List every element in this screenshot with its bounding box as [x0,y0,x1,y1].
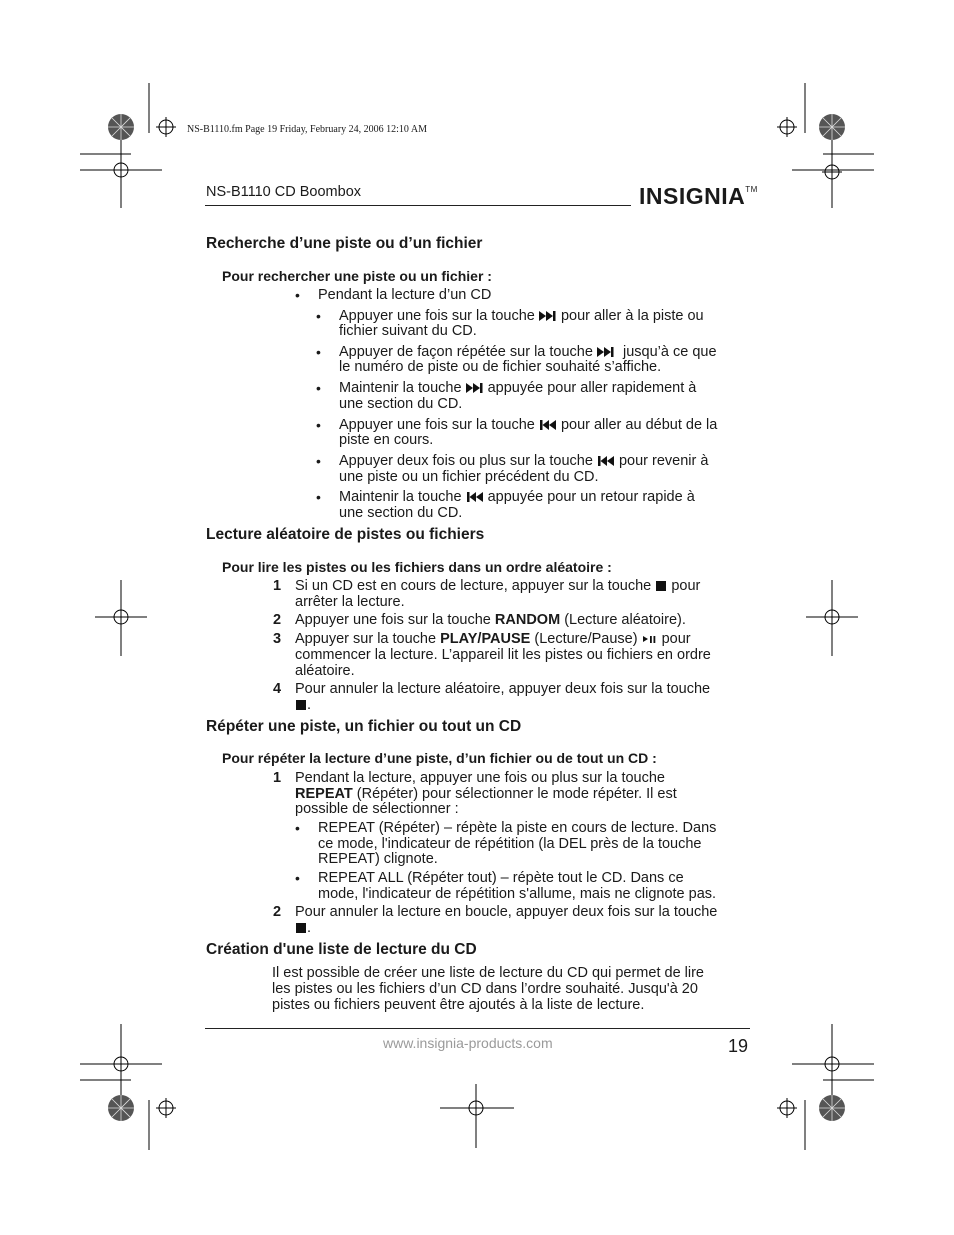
step-text: Pendant la lecture, appuyer une fois ou plus sur la touche [295,770,665,786]
key-name: RANDOM [494,612,561,628]
skip-previous-icon [539,419,557,431]
list-item-cont: mode, l'indicateur de répétition s'allume, mais ne clignote pas. [318,886,717,902]
period: . [307,697,312,713]
list-item-cont: fichier suivant du CD. [339,323,477,339]
step-text [295,612,686,628]
outer-bullet-text: Pendant la lecture d’un CD [318,287,492,303]
step-text [295,578,700,594]
list-item [339,417,717,433]
logo-text: INSIGNIA [639,183,746,209]
text: (Lecture aléatoire). [564,612,686,628]
skip-previous-icon [466,491,484,503]
bullet: • [316,489,321,505]
list-item-cont: ce mode, l'indicateur de répétition (la DEL près de la touche [318,836,702,852]
text: pour revenir à [618,453,709,469]
list-item-cont: le numéro de piste ou de fichier souhaité s’affiche. [339,359,662,375]
step-text: Pour annuler la lecture aléatoire, appuyer deux fois sur la touche [295,681,711,697]
text: Appuyer deux fois ou plus sur la touche [339,453,593,469]
section-heading-repeat: Répéter une piste, un fichier ou tout un CD [206,718,522,735]
skip-next-icon [597,346,615,358]
insignia-logo [639,183,758,210]
footer-url[interactable]: www.insignia-products.com [383,1035,553,1051]
key-name: PLAY/PAUSE [440,631,531,647]
step-text: Pour annuler la lecture en boucle, appuyer deux fois sur la touche [295,904,718,920]
stop-icon [295,699,307,711]
section-sub-search: Pour rechercher une piste ou un fichier : [222,268,492,284]
step-number: 4 [273,681,282,697]
step-number: 2 [273,612,282,628]
footer-rule [205,1028,750,1029]
list-item-cont: une piste ou un fichier précédent du CD. [339,469,599,485]
step-number: 1 [273,770,282,786]
text: Appuyer de façon répétée sur la touche [339,344,593,360]
play-pause-icon [642,634,658,645]
key-name: REPEAT [295,786,353,802]
bullet: • [316,453,321,469]
paragraph-line: Il est possible de créer une liste de lecture du CD qui permet de lire [272,965,704,981]
list-item [339,380,696,396]
list-item: REPEAT ALL (Répéter tout) – répète tout le CD. Dans ce [318,870,684,886]
bullet: • [295,820,300,836]
skip-next-icon [466,382,484,394]
text: (Lecture/Pause) [534,631,638,647]
bullet: • [316,344,321,360]
step-text-cont: possible de sélectionner : [295,801,459,817]
step-text-cont [295,786,677,802]
text: appuyée pour aller rapidement à [487,380,697,396]
text: pour aller au début de la [560,417,718,433]
text: Maintenir la touche [339,489,462,505]
page-number: 19 [728,1036,749,1056]
text: Maintenir la touche [339,380,462,396]
text: Appuyer une fois sur la touche [339,417,535,433]
step-text [295,631,691,647]
step-text-cont [295,697,311,713]
print-info: NS-B1110.fm Page 19 Friday, February 24, 2006 12:10 AM [187,124,427,135]
step-number: 2 [273,904,282,920]
bullet: • [316,380,321,396]
paragraph-line: pistes ou fichiers peuvent être ajoutés à la liste de lecture. [272,997,645,1013]
step-text-cont: arrêter la lecture. [295,594,405,610]
section-sub-random: Pour lire les pistes ou les fichiers dans un ordre aléatoire : [222,559,612,575]
list-item [339,344,717,360]
logo-tm: TM [745,185,758,194]
stop-icon [655,580,667,592]
step-text-cont: aléatoire. [295,663,355,679]
text: pour [661,631,691,647]
text: Si un CD est en cours de lecture, appuyer sur la touche [295,578,652,594]
bullet: • [295,870,300,886]
stop-icon [295,922,307,934]
text: pour [671,578,701,594]
skip-next-icon [539,310,557,322]
text: appuyée pour un retour rapide à [487,489,695,505]
section-sub-repeat: Pour répéter la lecture d’une piste, d’un fichier ou de tout un CD : [222,750,657,766]
text: (Répéter) pour sélectionner le mode répéter. Il est [356,786,677,802]
period: . [307,920,312,936]
list-item-cont: une section du CD. [339,505,463,521]
list-item [339,308,704,324]
bullet: • [316,308,321,324]
list-item-cont: une section du CD. [339,396,463,412]
step-text-cont: commencer la lecture. L’appareil lit les pistes ou fichiers en ordre [295,647,711,663]
step-text-cont [295,920,311,936]
list-item-cont: piste en cours. [339,432,434,448]
list-item [339,453,708,469]
header-rule [205,205,631,206]
step-number: 3 [273,631,282,647]
text: Appuyer une fois sur la touche [339,308,535,324]
text: Appuyer une fois sur la touche [295,612,491,628]
bullet: • [295,287,300,303]
section-heading-playlist: Création d'une liste de lecture du CD [206,941,477,958]
text: Appuyer sur la touche [295,631,437,647]
list-item-cont: REPEAT) clignote. [318,851,438,867]
section-heading-random: Lecture aléatoire de pistes ou fichiers [206,526,485,543]
bullet: • [316,417,321,433]
paragraph-line: les pistes ou les fichiers d’un CD dans l’ordre souhaité. Jusqu'à 20 [272,981,698,997]
skip-previous-icon [597,455,615,467]
list-item [339,489,695,505]
list-item: REPEAT (Répéter) – répète la piste en cours de lecture. Dans [318,820,717,836]
step-number: 1 [273,578,282,594]
section-heading-search: Recherche d’une piste ou d’un fichier [206,235,483,252]
text: jusqu’à ce que [623,344,717,360]
text: pour aller à la piste ou [560,308,704,324]
header-title: NS-B1110 CD Boombox [206,184,362,200]
